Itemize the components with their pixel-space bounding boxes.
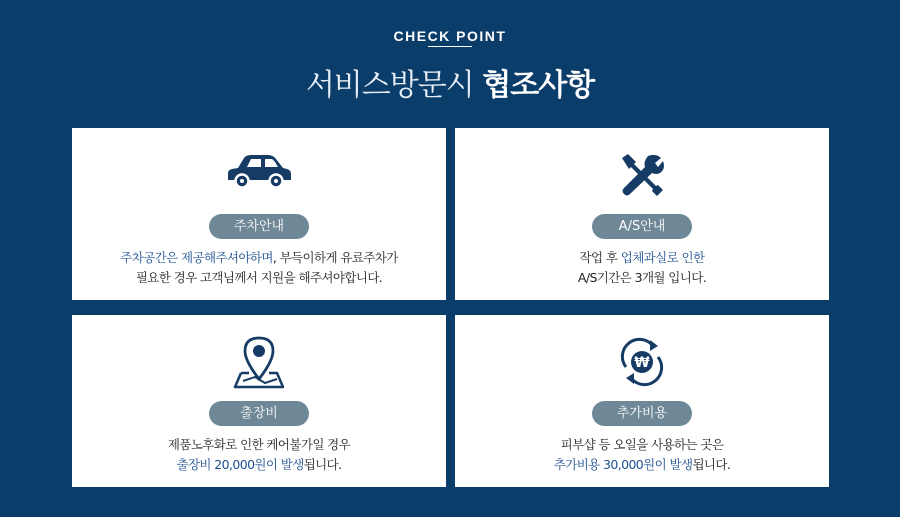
additional-cost-line2-rest: 됩니다.: [692, 457, 731, 472]
parking-description: [72, 248, 446, 288]
visit-fee-highlight: 출장비 20,000원이 발생: [176, 457, 304, 472]
parking-highlight: 주차공간은 제공해주셔야하며: [120, 250, 273, 265]
as-line1-start: 작업 후: [579, 250, 621, 265]
tools-icon: [455, 152, 829, 202]
as-line2: A/S기간은 3개월 입니다.: [577, 270, 707, 285]
card-visit-fee: [72, 315, 446, 487]
visit-fee-badge: 출장비: [209, 401, 309, 426]
as-highlight: 업체과실로 인한: [620, 250, 705, 265]
additional-cost-badge: 추가비용: [592, 401, 692, 426]
card-as: [455, 128, 829, 300]
title-light: 서비스방문시: [305, 68, 474, 103]
eyebrow-underline: [428, 46, 472, 47]
additional-cost-line1: 피부샵 등 오일을 사용하는 곳은: [560, 437, 724, 452]
additional-cost-highlight: 추가비용 30,000원이 발생: [553, 457, 693, 472]
parking-badge: 주차안내: [209, 214, 309, 239]
won-refresh-icon: [455, 337, 829, 391]
title-bold: 협조사항: [482, 68, 595, 103]
parking-line2: 필요한 경우 고객님께서 지원을 해주셔야합니다.: [135, 270, 383, 285]
svg-text:₩: ₩: [634, 355, 650, 371]
map-pin-icon: [72, 335, 446, 391]
additional-cost-description: [455, 435, 829, 475]
parking-line1-rest: , 부득이하게 유료주차가: [272, 250, 398, 265]
eyebrow-label: CHECK POINT: [393, 28, 507, 44]
car-icon: [72, 152, 446, 202]
page-title: [0, 60, 900, 104]
as-description: [455, 248, 829, 288]
visit-fee-description: [72, 435, 446, 475]
card-additional-cost: [455, 315, 829, 487]
card-parking: [72, 128, 446, 300]
as-badge: A/S안내: [592, 214, 692, 239]
visit-fee-line2-rest: 됩니다.: [303, 457, 342, 472]
visit-fee-line1: 제품노후화로 인한 케어불가일 경우: [167, 437, 351, 452]
